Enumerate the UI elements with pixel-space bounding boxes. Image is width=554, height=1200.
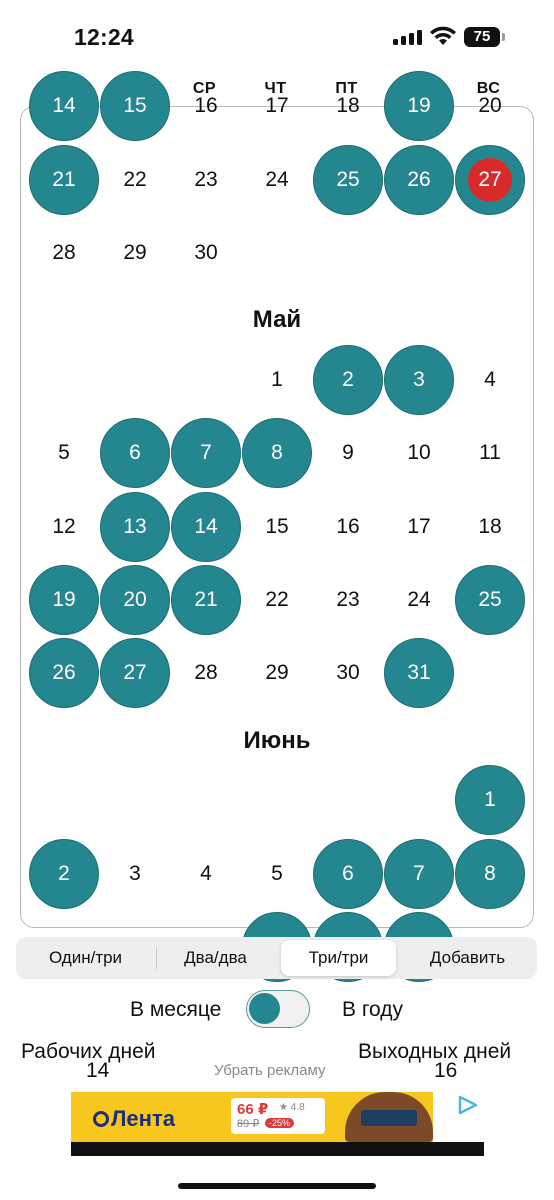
toggle-label-month: В месяце	[130, 998, 222, 1021]
month-title-may: Май	[252, 306, 302, 333]
day-cell[interactable]: 7	[171, 418, 241, 488]
day-cell[interactable]: 29	[123, 241, 147, 264]
day-cell[interactable]: 14	[29, 71, 99, 141]
day-cell[interactable]: 2	[29, 839, 99, 909]
today-day-cell[interactable]: 27	[455, 145, 525, 215]
day-cell[interactable]: 25	[313, 145, 383, 215]
segment-three-three[interactable]: Три/три	[281, 940, 396, 976]
day-cell[interactable]: 5	[58, 441, 70, 464]
day-cell[interactable]: 27	[100, 638, 170, 708]
day-cell[interactable]: 9	[342, 441, 354, 464]
day-cell[interactable]: 19	[384, 71, 454, 141]
status-bar	[0, 0, 554, 76]
day-cell[interactable]: 2	[313, 345, 383, 415]
days-off-label: Выходных дней	[358, 1040, 512, 1063]
day-cell[interactable]: 16	[194, 94, 218, 117]
month-year-toggle[interactable]	[246, 990, 310, 1028]
day-cell[interactable]: 28	[52, 241, 76, 264]
day-cell[interactable]: 1	[271, 368, 283, 391]
ad-bottom-bar	[71, 1142, 484, 1156]
day-cell[interactable]: 29	[265, 661, 289, 684]
day-cell[interactable]: 6	[100, 418, 170, 488]
day-cell[interactable]: 30	[336, 661, 360, 684]
home-indicator	[178, 1183, 376, 1189]
month-title-june: Июнь	[243, 727, 311, 754]
day-cell[interactable]: 13	[100, 492, 170, 562]
remove-ads-link[interactable]: Убрать рекламу	[214, 1062, 326, 1079]
days-off-value: 16	[434, 1059, 458, 1082]
day-cell[interactable]: 17	[265, 94, 289, 117]
work-days-value: 14	[86, 1059, 110, 1082]
segment-two-two[interactable]: Два/два	[184, 948, 247, 967]
day-cell[interactable]: 3	[129, 862, 141, 885]
ad-price-box	[231, 1098, 325, 1134]
day-cell[interactable]: 1	[455, 765, 525, 835]
day-cell[interactable]: 22	[123, 168, 147, 191]
day-cell[interactable]: 5	[271, 862, 283, 885]
battery-tip	[502, 33, 505, 41]
ad-brand: Лента	[111, 1106, 175, 1131]
day-cell[interactable]: 18	[336, 94, 360, 117]
day-cell[interactable]: 17	[407, 515, 431, 538]
day-cell[interactable]: 31	[384, 638, 454, 708]
schedule-segmented-control	[16, 937, 537, 979]
day-cell[interactable]: 23	[194, 168, 218, 191]
day-cell[interactable]: 24	[407, 588, 431, 611]
calendar-panel[interactable]	[20, 94, 534, 928]
day-cell[interactable]: 24	[265, 168, 289, 191]
day-cell[interactable]: 28	[194, 661, 218, 684]
segment-add[interactable]: Добавить	[429, 948, 506, 967]
day-cell[interactable]: 15	[265, 515, 289, 538]
brand-logo-icon	[93, 1111, 109, 1127]
weekday-wed: СР	[192, 80, 217, 97]
day-cell[interactable]: 23	[336, 588, 360, 611]
day-cell[interactable]: 20	[100, 565, 170, 635]
cellular-signal-icon	[393, 29, 423, 45]
day-cell[interactable]: 10	[407, 441, 431, 464]
battery-icon: 75	[464, 27, 500, 47]
day-cell[interactable]: 22	[265, 588, 289, 611]
day-cell[interactable]: 7	[384, 839, 454, 909]
segment-divider	[156, 947, 157, 969]
segment-one-three[interactable]: Один/три	[48, 948, 123, 967]
day-cell[interactable]: 15	[100, 71, 170, 141]
day-cell[interactable]: 11	[479, 441, 501, 464]
ad-discount-badge: -25%	[265, 1118, 294, 1128]
ad-choices-icon[interactable]	[458, 1096, 478, 1114]
day-cell[interactable]: 14	[171, 492, 241, 562]
day-cell[interactable]: 8	[242, 418, 312, 488]
day-cell[interactable]: 19	[29, 565, 99, 635]
day-cell[interactable]: 8	[455, 839, 525, 909]
day-cell[interactable]: 20	[478, 94, 502, 117]
day-cell[interactable]: 3	[384, 345, 454, 415]
ad-price-old: 89 ₽	[237, 1118, 260, 1130]
ad-price-new: 66 ₽	[237, 1101, 269, 1118]
day-cell[interactable]: 4	[200, 862, 212, 885]
day-cell[interactable]: 6	[313, 839, 383, 909]
work-days-label: Рабочих дней	[21, 1040, 156, 1063]
day-cell[interactable]: 21	[171, 565, 241, 635]
weekday-sun: ВС	[476, 80, 501, 97]
status-time: 12:24	[74, 24, 134, 50]
product-label-icon	[361, 1110, 417, 1126]
day-cell[interactable]: 4	[484, 368, 496, 391]
day-cell[interactable]: 16	[336, 515, 360, 538]
toggle-label-year: В году	[342, 998, 404, 1021]
ad-right-area	[433, 1092, 484, 1142]
day-cell[interactable]: 12	[52, 515, 76, 538]
day-cell[interactable]: 25	[455, 565, 525, 635]
day-cell[interactable]: 21	[29, 145, 99, 215]
day-cell[interactable]: 30	[194, 241, 218, 264]
weekday-thu: ЧТ	[264, 80, 287, 97]
toggle-knob	[249, 993, 280, 1024]
ad-rating: ★ 4.8	[279, 1102, 305, 1113]
wifi-icon	[429, 26, 457, 46]
weekday-fri: ПТ	[335, 80, 358, 97]
day-cell[interactable]: 18	[478, 515, 502, 538]
day-cell[interactable]: 26	[29, 638, 99, 708]
day-cell[interactable]: 26	[384, 145, 454, 215]
